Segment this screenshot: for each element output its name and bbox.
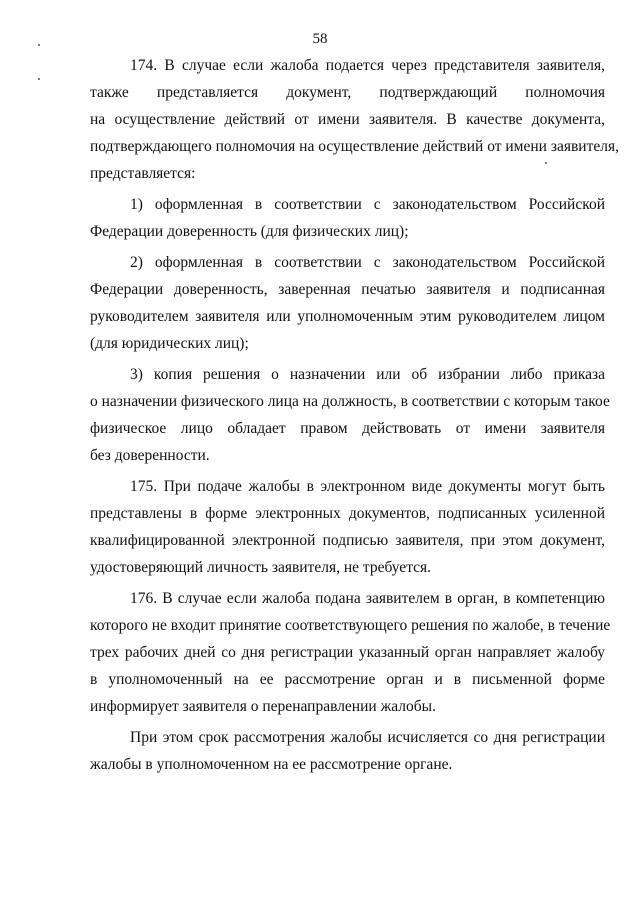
text-line: информирует заявителя о перенаправлении жалобы. (90, 698, 436, 715)
text-line: 175. При подаче жалобы в электронном виде документы могут быть (130, 478, 605, 495)
text-line: руководителем заявителя или уполномоченным этим руководителем лицом (90, 308, 605, 325)
text-line: подтверждающего полномочия на осуществление действий от имени заявителя, (90, 138, 619, 155)
paragraph-175 (90, 473, 605, 581)
text-line: 174. В случае если жалоба подается через представителя заявителя, (130, 57, 605, 74)
text-line: 1) оформленная в соответствии с законодательством Российской (130, 196, 605, 213)
text-line: 3) копия решения о назначении или об избрании либо приказа (130, 366, 605, 383)
paragraph-174 (90, 52, 619, 187)
text-line: 176. В случае если жалоба подана заявителем в орган, в компетенцию (130, 590, 605, 607)
text-line: 2) оформленная в соответствии с законодательством Российской (130, 254, 605, 271)
list-item-1 (90, 191, 605, 245)
text-line: представлены в форме электронных документов, подписанных усиленной (90, 505, 605, 522)
text-line: жалобы в уполномоченном на ее рассмотрение органе. (90, 756, 453, 773)
text-line: без доверенности. (90, 447, 210, 464)
page-number: 58 (312, 31, 328, 47)
scan-dot (38, 78, 40, 80)
text-line: на осуществление действий от имени заявителя. В качестве документа, (90, 111, 605, 128)
text-line: удостоверяющий личность заявителя, не требуется. (90, 559, 432, 576)
text-line: также представляется документ, подтверждающий полномочия (90, 84, 605, 101)
text-line: (для юридических лиц); (90, 335, 249, 352)
paragraph-final (90, 724, 605, 778)
text-line: Федерации доверенность, заверенная печатью заявителя и подписанная (90, 281, 605, 298)
document-body (90, 52, 619, 778)
text-line: физическое лицо обладает правом действовать от имени заявителя (90, 420, 605, 437)
text-line: которого не входит принятие соответствующего решения по жалобе, в течение (90, 617, 611, 634)
paragraph-176 (90, 585, 611, 720)
list-item-2 (90, 249, 605, 357)
text-line: представляется: (90, 165, 196, 182)
text-line: квалифицированной электронной подписью заявителя, при этом документ, (90, 532, 605, 549)
text-line: в уполномоченный на ее рассмотрение орган и в письменной форме (90, 671, 605, 688)
text-line: При этом срок рассмотрения жалобы исчисляется со дня регистрации (130, 729, 605, 746)
list-item-3 (90, 361, 610, 469)
text-line: о назначении физического лица на должность, в соответствии с которым такое (90, 393, 610, 410)
text-line: трех рабочих дней со дня регистрации указанный орган направляет жалобу (90, 644, 605, 661)
text-line: Федерации доверенность (для физических лиц); (90, 223, 409, 240)
scan-dot (38, 44, 40, 46)
